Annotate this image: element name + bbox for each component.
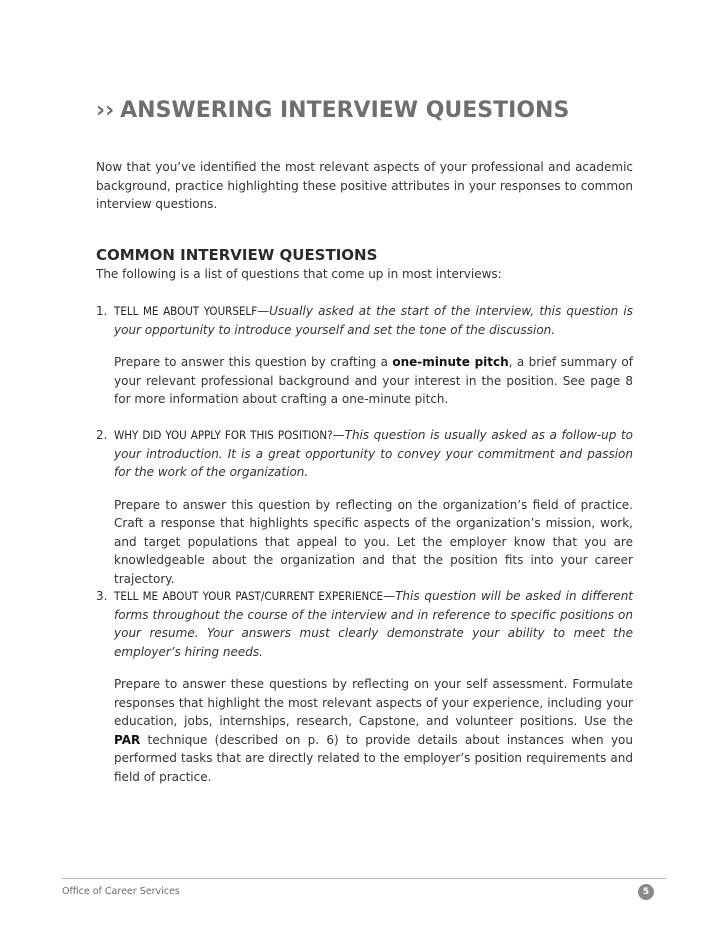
question-number: 2.: [96, 428, 108, 442]
question-item-1: [96, 302, 633, 409]
question-title: WHY DID YOU APPLY FOR THIS POSITION?: [114, 428, 333, 442]
advice-key-term: PAR: [114, 732, 141, 747]
section-heading: COMMON INTERVIEW QUESTIONS: [96, 246, 378, 264]
question-description: This question is usually asked as a follow-up to your introduction. It is a great opportunity to convey your commitment and passion for the work of the organization.: [114, 428, 633, 479]
advice-text: technique (described on p. 6) to provide details about instances when you performed tasks that are directly related to the employer’s position requirements and field of practice.: [114, 732, 633, 784]
em-dash: —: [332, 428, 345, 442]
page-title-text: ANSWERING INTERVIEW QUESTIONS: [120, 98, 570, 123]
question-advice: Prepare to answer this question by reflecting on the organization’s field of practice. Craft a response that highlights specific aspects of the organization’s mission, work, and target populations that appeal to you. Let the employer know that you are knowledgeable about the organization and that the position fits into your career trajectory.: [114, 497, 633, 586]
page-title: [96, 93, 656, 129]
advice-text: Prepare to answer these questions by reflecting on your self assessment. Formulate responses that highlight the most relevant aspects of your experience, including your education, jobs, internships, research, Capstone, and volunteer positions. Use the: [114, 677, 633, 728]
question-statement: [114, 587, 633, 661]
question-statement: [114, 302, 633, 339]
question-description: Usually asked at the start of the interview, this question is your opportunity to introduce yourself and set the tone of the discussion.: [114, 304, 633, 337]
advice-key-term: one-minute pitch: [392, 355, 509, 369]
em-dash: —: [383, 589, 396, 603]
question-item-3: [96, 587, 633, 786]
advice-text: Prepare to answer this question by crafting a: [114, 355, 393, 369]
question-advice: [114, 353, 633, 409]
chevron-right-icon: ››: [96, 98, 115, 123]
question-advice: [114, 675, 633, 786]
question-title: TELL ME ABOUT YOURSELF: [114, 304, 258, 318]
page-number-badge: 5: [638, 884, 654, 900]
em-dash: —: [257, 304, 270, 318]
footer-divider: [62, 878, 666, 879]
advice-text: , a brief summary of your relevant professional background and your interest in the position. See page 8 for more information about crafting a one-minute pitch.: [114, 355, 633, 406]
question-title: TELL ME ABOUT YOUR PAST/CURRENT EXPERIENCE: [114, 589, 384, 603]
question-number: 3.: [96, 589, 108, 603]
section-lead: The following is a list of questions that come up in most interviews:: [96, 267, 502, 281]
question-number: 1.: [96, 304, 108, 318]
question-item-2: [96, 426, 633, 588]
footer-office-name: Office of Career Services: [62, 886, 180, 897]
question-description: This question will be asked in different forms throughout the course of the interview and in reference to specific positions on your resume. Your answers must clearly demonstrate your ability to meet the employer’s hiring needs.: [114, 589, 633, 659]
intro-paragraph: Now that you’ve identified the most relevant aspects of your professional and academic background, practice highlighting these positive attributes in your responses to common interview questions.: [96, 160, 633, 211]
question-statement: [114, 426, 633, 482]
